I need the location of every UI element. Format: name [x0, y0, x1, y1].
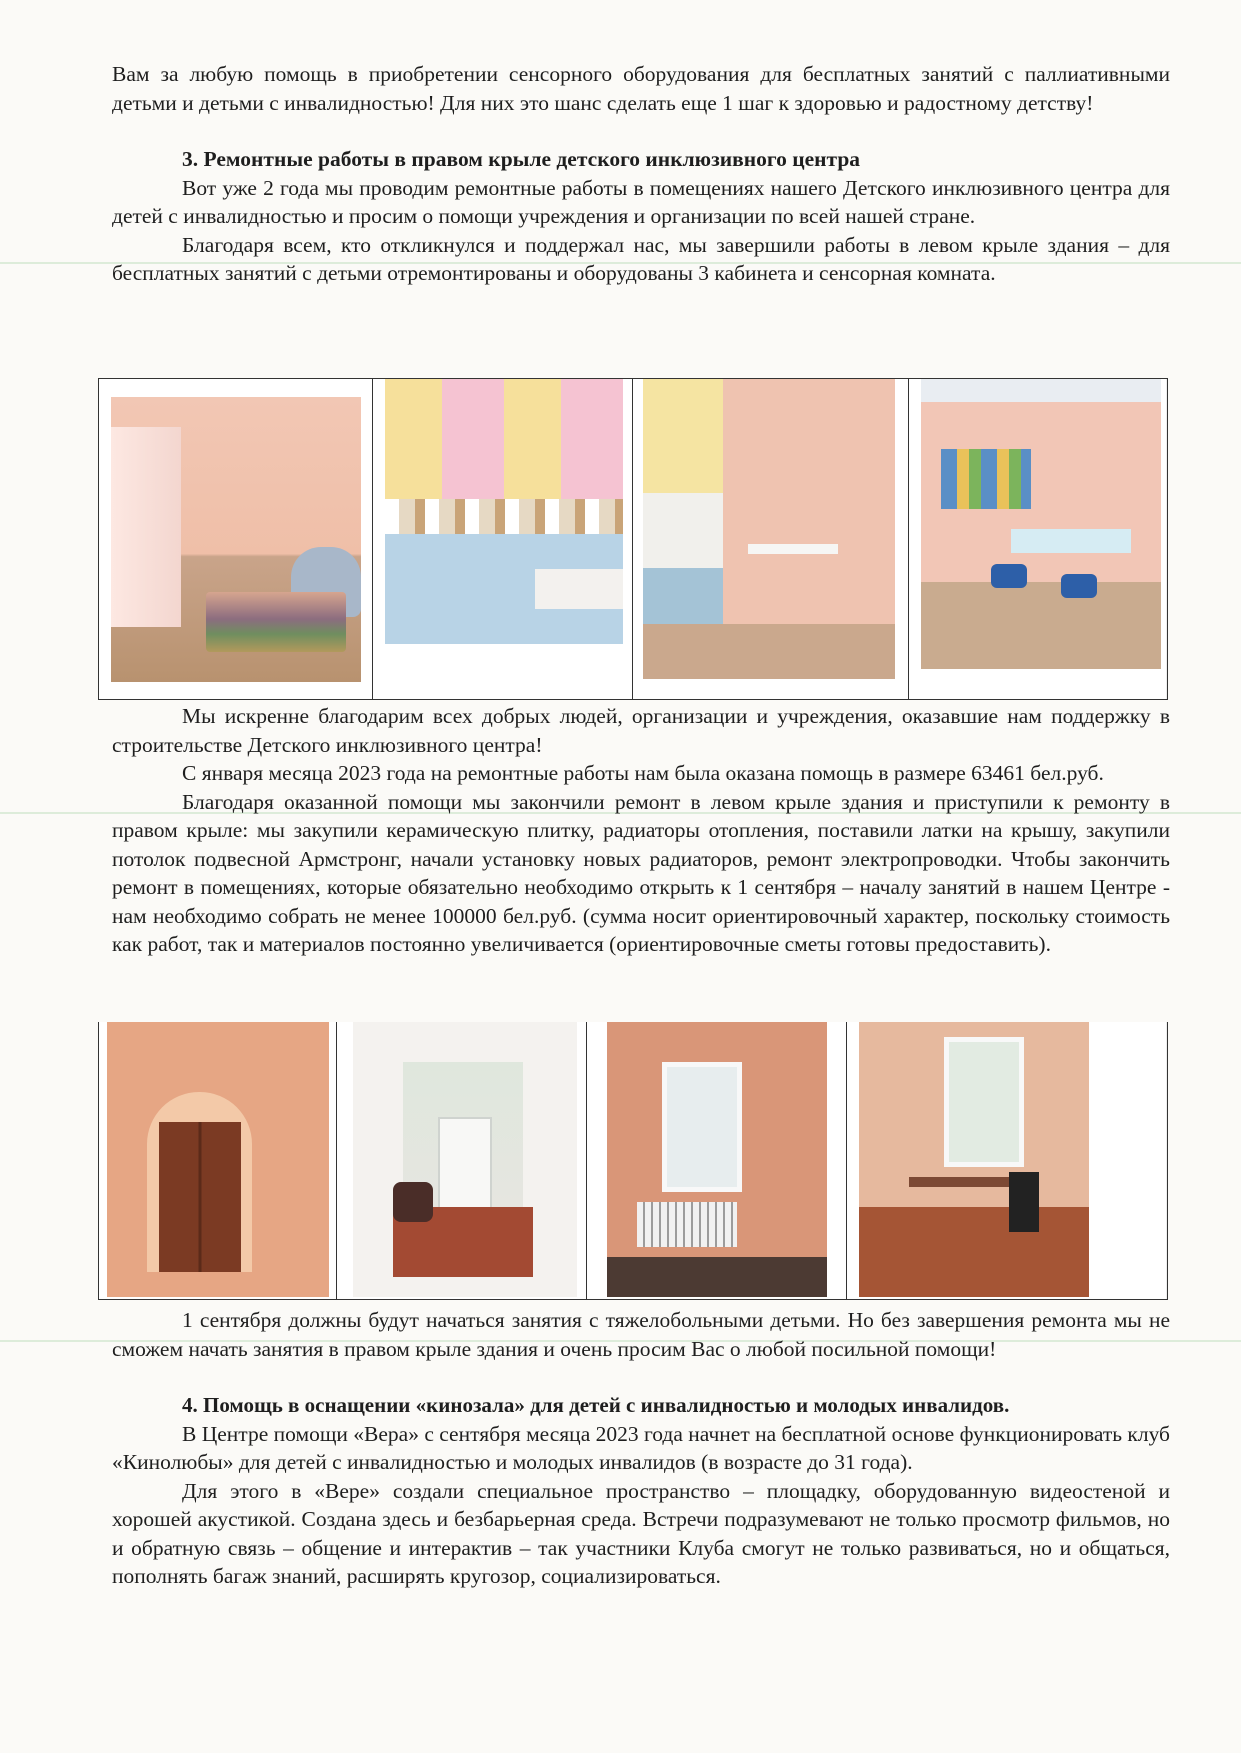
document-page-bottom [112, 1306, 1170, 1591]
photo-row-right-wing [98, 1022, 1168, 1300]
section-3-paragraph-1: Вот уже 2 года мы проводим ремонтные работы в помещениях нашего Детского инклюзивного центра для детей с инвалидностью и просим о помощи учреждения и организации по всей нашей стране. [112, 175, 1170, 228]
section-3-paragraph-5: Благодаря оказанной помощи мы закончили ремонт в левом крыле здания и приступили к ремонту в правом крыле: мы закупили керамическую плитку, радиаторы отопления, поставили латки на крышу, закупили потолок подвесной Армстронг, начали установку новых радиаторов, ремонт электропроводки. Чтобы закончить ремонт в помещениях, которые обязательно необходимо открыть к 1 сентября – началу занятий в нашем Центре - нам необходимо собрать не менее 100000 бел.руб. (сумма носит ориентировочный характер, поскольку стоимость как работ, так и материалов постоянно увеличивается (ориентировочные сметы готовы предоставить). [112, 789, 1170, 956]
photo-sensory-room [909, 379, 1166, 699]
section-4-paragraph-2: Для этого в «Вере» создали специальное пространство – площадку, оборудованную видеостеной и хорошей акустикой. Создана здесь и безбарьерная среда. Встречи подразумевают не только просмотр фильмов, но и обратную связь – общение и интерактив – так участники Клуба смогут не только развиваться, но и общаться, пополнять багаж знаний, расширять кругозор, социализироваться. [112, 1478, 1170, 1588]
photo-window-radiator [587, 1022, 847, 1299]
section-3-paragraph-6: 1 сентября должны будут начаться занятия с тяжелобольными детьми. Но без завершения ремонта мы не сможем начать занятия в правом крыле здания и очень просим Вас о любой посильной помощи! [112, 1308, 1170, 1361]
photo-row-left-wing [98, 378, 1168, 700]
section-3-heading: 3. Ремонтные работы в правом крыле детского инклюзивного центра [182, 147, 861, 171]
document-page-middle [112, 702, 1170, 959]
photo-arched-door [99, 1022, 337, 1299]
photo-room-window [847, 1022, 1166, 1299]
photo-room-desk [633, 379, 909, 699]
section-3-paragraph-3: Мы искренне благодарим всех добрых людей, организации и учреждения, оказавшие нам поддержку в строительстве Детского инклюзивного центра! [112, 704, 1170, 757]
photo-room-mattresses [99, 379, 373, 699]
intro-paragraph: Вам за любую помощь в приобретении сенсорного оборудования для бесплатных занятий с паллиативными детьми и детьми с инвалидностью! Для них это шанс сделать еще 1 шаг к здоровью и радостному детству! [112, 62, 1170, 115]
photo-corridor [337, 1022, 587, 1299]
section-3-paragraph-2: Благодаря всем, кто откликнулся и поддержал нас, мы завершили работы в левом крыле здания – для бесплатных занятий с детьми отремонтированы и оборудованы 3 кабинета и сенсорная комната. [112, 232, 1170, 285]
document-page [112, 60, 1170, 288]
photo-room-cabinets [373, 379, 633, 699]
section-3-paragraph-4: С января месяца 2023 года на ремонтные работы нам была оказана помощь в размере 63461 бел.руб. [182, 761, 1104, 785]
section-4-paragraph-1: В Центре помощи «Вера» с сентября месяца 2023 года начнет на бесплатной основе функционировать клуб «Кинолюбы» для детей с инвалидностью и молодых инвалидов (в возрасте до 31 года). [112, 1421, 1170, 1474]
section-4-heading: 4. Помощь в оснащении «кинозала» для детей с инвалидностью и молодых инвалидов. [182, 1393, 1010, 1417]
